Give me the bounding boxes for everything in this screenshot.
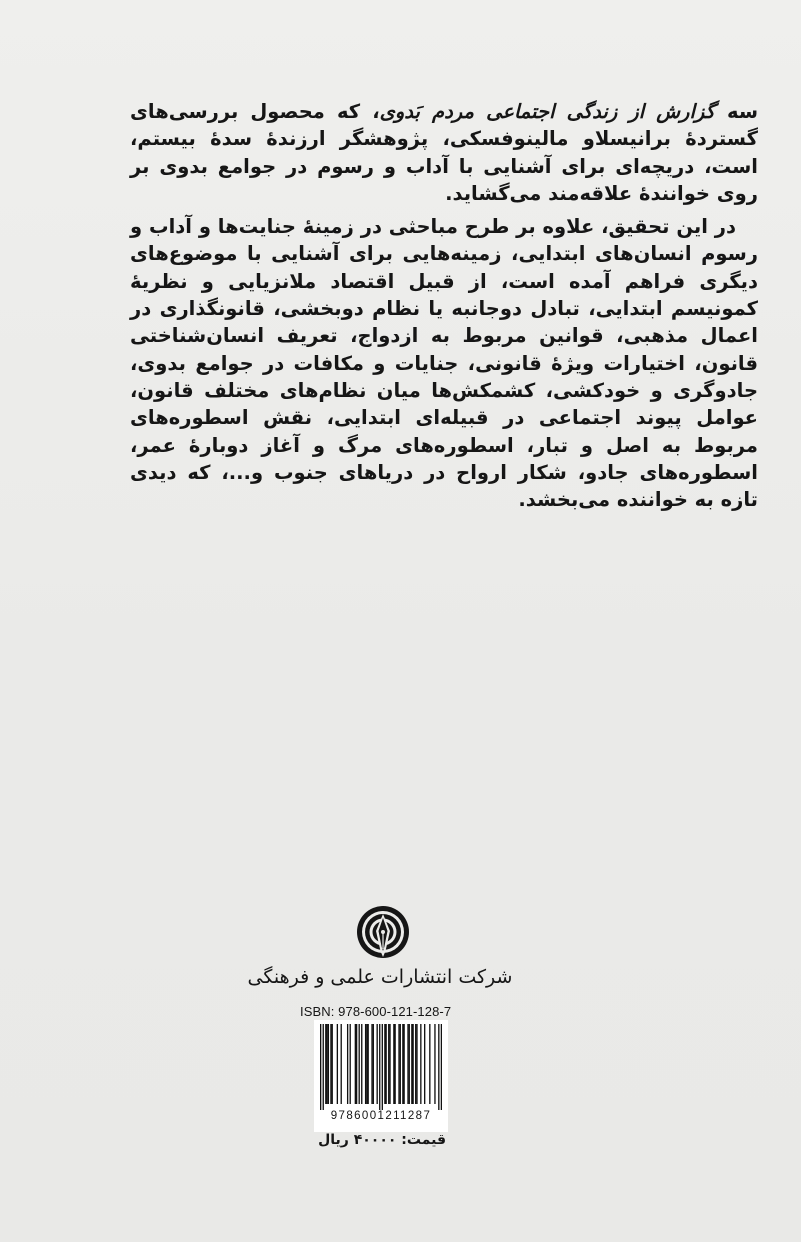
barcode-bar — [403, 1024, 404, 1104]
barcode-bars — [320, 1024, 442, 1110]
barcode-bar — [412, 1024, 413, 1104]
barcode-bar — [388, 1024, 389, 1104]
barcode-bar — [330, 1024, 331, 1104]
barcode-bar — [332, 1024, 333, 1104]
barcode-bar — [424, 1024, 425, 1104]
barcode-bar — [373, 1024, 374, 1104]
barcode-bar — [355, 1024, 356, 1104]
barcode-bar — [350, 1024, 351, 1104]
barcode-bar — [438, 1024, 439, 1110]
barcode-bar — [371, 1024, 372, 1104]
barcode-bar — [415, 1024, 416, 1104]
barcode-bar — [409, 1024, 410, 1104]
barcode-bar — [377, 1024, 378, 1104]
barcode-bar — [356, 1024, 357, 1104]
barcode-bar — [325, 1024, 326, 1104]
blurb-paragraph-1-rest: ، که محصول بررسی‌های گستردهٔ برانیسلاو مالینوفسکی، پژوهشگر ارزندهٔ سدهٔ بیستم، است، دریچه‌ای برای آشنایی با آداب و رسوم در جوامع بدوی بر روی خوانندهٔ علاقه‌مند می‌گشاید. — [130, 100, 758, 205]
blurb-text — [130, 98, 758, 513]
barcode-bar — [347, 1024, 348, 1104]
barcode-bar — [382, 1024, 383, 1110]
barcode-bar — [402, 1024, 403, 1104]
isbn-label: ISBN: 978-600-121-128-7 — [300, 1004, 452, 1019]
barcode-bar — [323, 1024, 324, 1110]
barcode-bar — [420, 1024, 421, 1104]
barcode-bar — [398, 1024, 399, 1104]
barcode-bar — [394, 1024, 395, 1104]
barcode-bar — [359, 1024, 360, 1104]
price-label: قیمت: ۴۰۰۰۰ ریال — [318, 1132, 446, 1148]
barcode-bar — [326, 1024, 327, 1104]
barcode-bar — [411, 1024, 412, 1104]
barcode-bar — [361, 1024, 362, 1104]
publisher-logo-icon — [356, 905, 410, 959]
barcode-bar — [407, 1024, 408, 1104]
barcode-bar — [328, 1024, 329, 1104]
barcode-bar — [365, 1024, 366, 1104]
barcode-bar — [320, 1024, 321, 1110]
barcode-bar — [429, 1024, 430, 1104]
barcode-bar — [400, 1024, 401, 1104]
barcode-bar — [366, 1024, 367, 1104]
blurb-book-title-italic: گزارش از زندگی اجتماعی مردم بَدوی — [379, 100, 715, 123]
blurb-paragraph-1 — [130, 98, 758, 207]
barcode-bar — [384, 1024, 385, 1104]
barcode-bar — [379, 1024, 380, 1110]
blurb-paragraph-1-start: سه — [714, 100, 759, 123]
barcode-bar — [416, 1024, 417, 1104]
blurb-paragraph-2: در این تحقیق، علاوه بر طرح مباحثی در زمینهٔ جنایت‌ها و آداب و رسوم انسان‌های ابتدایی، زمینه‌هایی برای آشنایی با موضوع‌های دیگری فراهم آمده است، از قبیل اقتصاد ملانزیایی و نظریهٔ کمونیسم ابتدایی، تبادل دوجانبه یا نظام دوبخشی، قانونگذاری در اعمال مذهبی، قوانین مربوط به ازدواج، تعریف انسان‌شناختی قانون، اختیارات ویژهٔ قانونی، جنایات و مکافات در جوامع بدوی، جادوگری و خودکشی، کشمکش‌ها میان نظام‌های مختلف قانون، عوامل پیوند اجتماعی در قبیله‌ای ابتدایی، نقش اسطوره‌های مربوط به اصل و تبار، اسطوره‌های مرگ و آغاز دوبارهٔ عمر، اسطوره‌های جادو، شکار ارواح در دریاهای جنوب و...، که دیدی تازه به خواننده می‌بخشد. — [130, 215, 758, 512]
barcode-bar — [337, 1024, 338, 1104]
barcode-bar — [441, 1024, 442, 1110]
barcode-bar — [389, 1024, 390, 1104]
barcode-digits: 9786001211287 — [330, 1110, 432, 1122]
barcode-bar — [341, 1024, 342, 1104]
barcode-bar — [385, 1024, 386, 1104]
barcode-bar — [393, 1024, 394, 1104]
barcode-bar — [434, 1024, 435, 1104]
isbn-barcode — [314, 1020, 448, 1132]
barcode-bar — [368, 1024, 369, 1104]
publisher-name: شرکت انتشارات علمی و فرهنگی — [247, 966, 513, 988]
